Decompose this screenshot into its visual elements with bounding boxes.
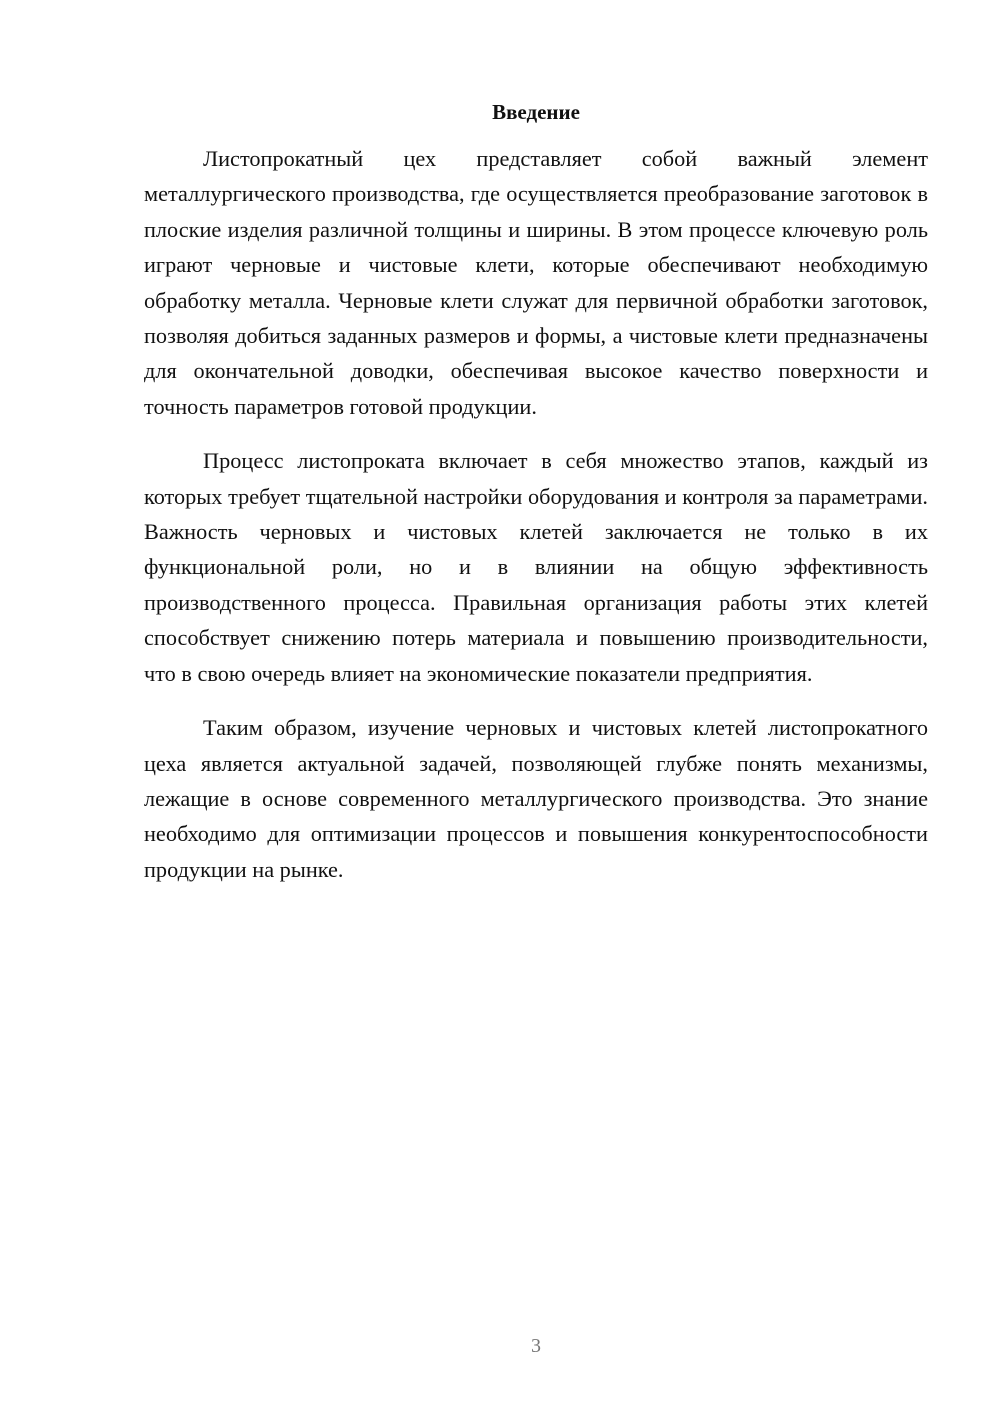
paragraph-3: Таким образом, изучение черновых и чистовых клетей листопрокатного цеха является актуальной задачей, позволяющей глубже понять механизмы, лежащие в основе современного металлургического производства. Это знание необходимо для оптимизации процессов и повышения конкурентоспособности продукции на рынке. <box>144 715 928 882</box>
section-heading: Введение <box>492 100 580 124</box>
body-text <box>144 141 928 906</box>
paragraph-1: Листопрокатный цех представляет собой важный элемент металлургического производства, где осуществляется преобразование заготовок в плоские изделия различной толщины и ширины. В этом процессе ключевую роль играют черновые и чистовые клети, которые обеспечивают необходимую обработку металла. Черновые клети служат для первичной обработки заготовок, позволяя добиться заданных размеров и формы, а чистовые клети предназначены для окончательной доводки, обеспечивая высокое качество поверхности и точность параметров готовой продукции. <box>144 146 928 419</box>
paragraph-2: Процесс листопроката включает в себя множество этапов, каждый из которых требует тщательной настройки оборудования и контроля за параметрами. Важность черновых и чистовых клетей заключается не только в их функциональной роли, но и в влиянии на общую эффективность производственного процесса. Правильная организация работы этих клетей способствует снижению потерь материала и повышению производительности, что в свою очередь влияет на экономические показатели предприятия. <box>144 448 928 686</box>
page-number: 3 <box>531 1335 541 1357</box>
